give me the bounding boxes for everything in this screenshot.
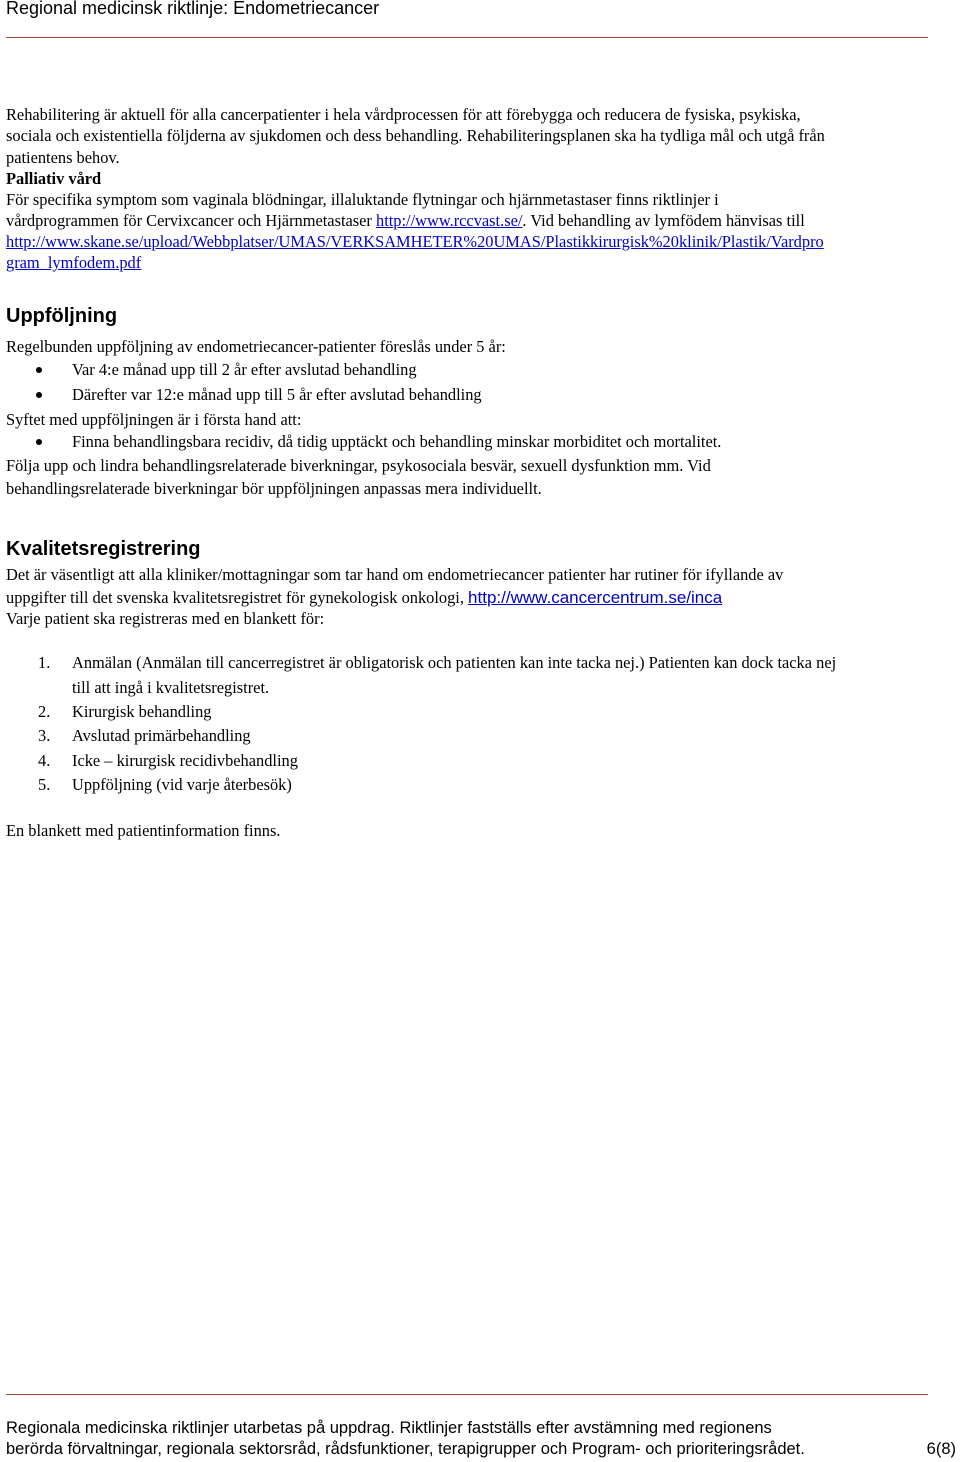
footer-line-2: berörda förvaltningar, regionala sektorsråd, rådsfunktioner, terapigrupper och Program- och prioriteringsrådet.: [6, 1440, 805, 1458]
list-number: 5.: [38, 775, 51, 794]
palliativ-heading: Palliativ vård: [6, 169, 102, 188]
list-number: 1.: [38, 653, 51, 672]
intro-line-1: Rehabilitering är aktuell för alla cancerpatienter i hela vårdprocessen för att förebygga och reducera de fysiska, psykiska,: [6, 105, 801, 124]
kvalitet-line-2-text: uppgifter till det svenska kvalitetsregistret för gynekologisk onkologi,: [6, 588, 469, 607]
palliativ-line-2: [6, 210, 805, 231]
list-item-3: Avslutad primärbehandling: [72, 726, 251, 745]
list-number: 4.: [38, 751, 51, 770]
kvalitet-line-1: Det är väsentligt att alla kliniker/mottagningar som tar hand om endometriecancer patienter har rutiner för ifyllande av: [6, 565, 784, 584]
list-item-5: Uppföljning (vid varje återbesök): [72, 775, 292, 794]
palliativ-line-2-text: vårdprogrammen för Cervixcancer och Hjärnmetastaser: [6, 211, 376, 230]
bullet-icon: [36, 439, 42, 445]
footer-line-1: Regionala medicinska riktlinjer utarbetas på uppdrag. Riktlinjer fastställs efter avstämning med regionens: [6, 1419, 772, 1437]
kvalitet-line-2: [6, 587, 722, 608]
bullet-icon: [36, 367, 42, 373]
inca-link[interactable]: http://www.cancercentrum.se/inca: [468, 588, 723, 607]
uppfoljning-purpose-bullet-1: Finna behandlingsbara recidiv, då tidig upptäckt och behandling minskar morbiditet och mortalitet.: [72, 432, 722, 451]
intro-line-3: patientens behov.: [6, 148, 120, 167]
bullet-icon: [36, 392, 42, 398]
palliativ-line-2-rest: . Vid behandling av lymfödem hänvisas till: [522, 211, 805, 230]
list-item-4: Icke – kirurgisk recidivbehandling: [72, 751, 298, 770]
list-number: 3.: [38, 726, 51, 745]
uppfoljning-line-b: behandlingsrelaterade biverkningar bör uppföljningen anpassas mera individuellt.: [6, 479, 542, 498]
uppfoljning-bullet-1: Var 4:e månad upp till 2 år efter avslutad behandling: [72, 360, 417, 379]
kvalitet-line-3: Varje patient ska registreras med en blankett för:: [6, 609, 325, 628]
list-item-2: Kirurgisk behandling: [72, 702, 212, 721]
intro-line-2: sociala och existentiella följderna av sjukdomen och dess behandling. Rehabiliteringsplanen ska ha tydliga mål och utgå från: [6, 126, 825, 145]
kvalitet-closing: En blankett med patientinformation finns.: [6, 821, 281, 840]
list-item-1-line-2: till att ingå i kvalitetsregistret.: [72, 678, 270, 697]
footer-divider: [6, 1394, 928, 1395]
page-header-title: Regional medicinsk riktlinje: Endometriecancer: [6, 0, 380, 18]
palliativ-line-1: För specifika symptom som vaginala blödningar, illaluktande flytningar och hjärnmetastaser finns riktlinjer i: [6, 190, 719, 209]
list-item-1-line-1: Anmälan (Anmälan till cancerregistret är obligatorisk och patienten kan inte tacka nej.) Patienten kan dock tacka nej: [72, 653, 837, 672]
lymfodem-link-line-2[interactable]: [6, 252, 141, 273]
uppfoljning-intro: Regelbunden uppföljning av endometriecancer-patienter föreslås under 5 år:: [6, 337, 506, 356]
uppfoljning-line-a: Följa upp och lindra behandlingsrelaterade biverkningar, psykosociala besvär, sexuell dysfunktion mm. Vid: [6, 456, 711, 475]
page-number: 6(8): [926, 1440, 956, 1458]
rccvast-link[interactable]: http://www.rccvast.se/: [376, 211, 523, 230]
header-divider: [6, 37, 928, 38]
lymfodem-link-part-1[interactable]: http://www.skane.se/upload/Webbplatser/UMAS/VERKSAMHETER%20UMAS/Plastikkirurgisk%20klinik/Plastik/Vardpro: [6, 232, 824, 251]
list-number: 2.: [38, 702, 51, 721]
kvalitet-heading: Kvalitetsregistrering: [6, 538, 201, 560]
uppfoljning-purpose: Syftet med uppföljningen är i första hand att:: [6, 410, 302, 429]
uppfoljning-bullet-2: Därefter var 12:e månad upp till 5 år efter avslutad behandling: [72, 385, 482, 404]
lymfodem-link-part-2[interactable]: gram_lymfodem.pdf: [6, 253, 142, 272]
lymfodem-link-line-1[interactable]: [6, 231, 824, 252]
uppfoljning-heading: Uppföljning: [6, 305, 118, 327]
